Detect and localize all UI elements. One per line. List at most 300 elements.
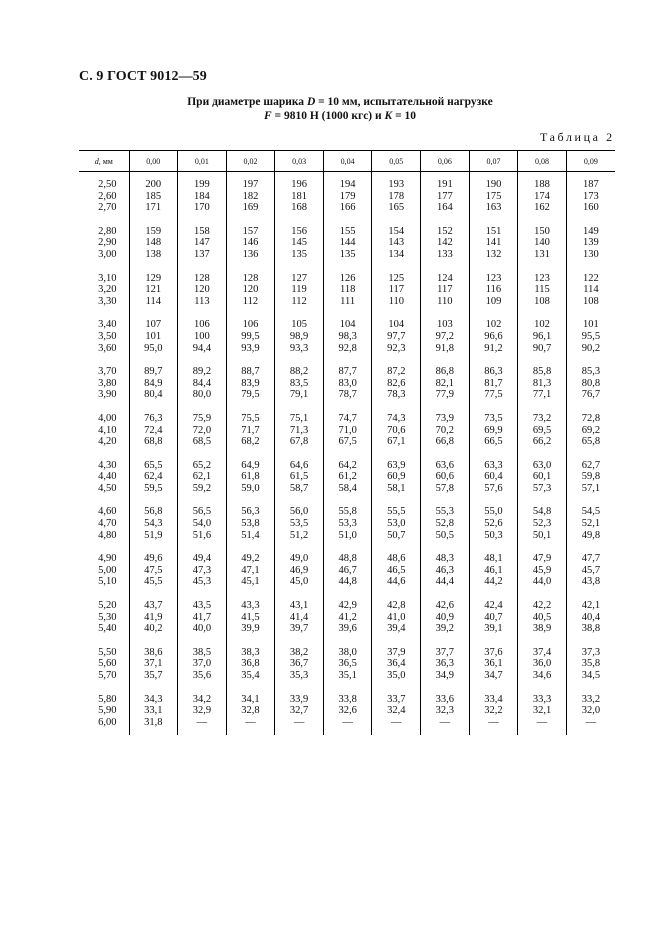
hardness-cell: 61,5 [275,471,324,483]
hardness-cell: 38,3 [226,647,275,659]
hardness-cell: 113 [178,296,227,308]
hardness-cell: 173 [583,190,599,202]
spacer-cell [226,214,275,226]
hardness-cell: 185 [129,191,178,203]
hardness-cell: 62,7 [581,459,601,471]
hardness-cell: 84,9 [129,378,178,390]
hardness-cell: — [469,717,518,729]
hardness-cell: 68,5 [178,436,227,448]
spacer-cell [518,261,567,273]
hardness-cell: 88,7 [226,366,275,378]
spacer-cell [226,354,275,366]
spacer-cell [226,307,275,319]
table-row [79,237,615,249]
hardness-cell: 72,4 [129,425,178,437]
hardness-cell: 35,1 [323,670,372,682]
hardness-cell: 159 [129,226,178,238]
spacer-cell [566,354,615,366]
column-header: 0,06 [421,151,470,172]
hardness-cell: 108 [583,295,599,307]
hardness-cell: 60,6 [421,471,470,483]
hardness-cell: 56,3 [226,506,275,518]
spacer-cell [275,401,324,413]
hardness-cell: 44,4 [421,576,470,588]
hardness-cell: 165 [372,202,421,214]
hardness-cell: 34,2 [178,694,227,706]
column-header: 0,09 [566,151,615,172]
column-header: 0,05 [372,151,421,172]
hardness-cell: 164 [421,202,470,214]
hardness-cell: 87,7 [323,366,372,378]
hardness-cell: 117 [372,284,421,296]
hardness-cell: 61,2 [323,471,372,483]
table-row [79,296,615,308]
diameter-cell: 3,90 [79,389,129,401]
hardness-cell: 33,2 [581,693,601,705]
hardness-cell: 35,4 [226,670,275,682]
spacer-cell [323,682,372,694]
hardness-cell: 42,4 [469,600,518,612]
hardness-cell: 124 [421,273,470,285]
table-row [79,389,615,401]
hardness-cell: 111 [323,296,372,308]
spacer-cell [372,401,421,413]
hardness-cell: 34,9 [421,670,470,682]
table-row [79,553,615,565]
spacer-cell [469,541,518,553]
hardness-cell: 44,2 [469,576,518,588]
spacer-cell [226,635,275,647]
hardness-cell: 83,0 [323,378,372,390]
spacer-cell [469,635,518,647]
hardness-cell: 47,7 [581,553,601,565]
diameter-cell: 5,00 [79,565,129,577]
hardness-cell: 60,9 [372,471,421,483]
spacer-cell [226,588,275,600]
spacer-cell [79,261,129,273]
hardness-cell: 128 [178,273,227,285]
diameter-cell: 2,60 [79,191,129,203]
hardness-cell: 169 [226,202,275,214]
hardness-cell: 54,0 [178,518,227,530]
hardness-cell: 55,0 [469,506,518,518]
hardness-cell: 39,1 [469,623,518,635]
column-header: 0,02 [226,151,275,172]
hardness-cell: 44,0 [518,576,567,588]
diameter-cell: 4,60 [79,506,129,518]
group-spacer [79,588,615,600]
hardness-cell: 52,6 [469,518,518,530]
spacer-cell [469,588,518,600]
group-spacer [79,541,615,553]
group-spacer [79,682,615,694]
diameter-cell: 2,70 [79,202,129,214]
spacer-cell [79,354,129,366]
hardness-cell: 36,5 [323,658,372,670]
spacer-cell [372,354,421,366]
spacer-cell [275,307,324,319]
hardness-cell: 32,9 [178,705,227,717]
spacer-cell [226,728,275,735]
hardness-cell: 102 [469,319,518,331]
spacer-cell [518,214,567,226]
hardness-cell: 44,6 [372,576,421,588]
hardness-cell: 60,4 [469,471,518,483]
hardness-cell: 51,4 [226,530,275,542]
hardness-cell: 58,1 [372,483,421,495]
spacer-cell [518,354,567,366]
hardness-cell: 36,1 [469,658,518,670]
table-row [79,600,615,612]
spacer-cell [79,635,129,647]
diameter-cell: 4,70 [79,518,129,530]
spacer-cell [469,494,518,506]
hardness-cell: 37,0 [178,658,227,670]
hardness-cell: 140 [518,237,567,249]
caption-line-2: F = 9810 Н (1000 кгс) и K = 10 [263,110,417,122]
hardness-cell: 33,9 [275,694,324,706]
spacer-cell [79,307,129,319]
hardness-cell: 121 [129,284,178,296]
hardness-cell: 51,0 [323,530,372,542]
hardness-cell: 152 [421,226,470,238]
hardness-cell: 49,6 [129,553,178,565]
group-spacer [79,494,615,506]
hardness-cell: 50,7 [372,530,421,542]
hardness-cell: 49,0 [275,553,324,565]
spacer-cell [469,172,518,180]
hardness-cell: 42,1 [581,600,601,612]
spacer-cell [323,261,372,273]
hardness-cell: 147 [178,237,227,249]
hardness-cell: 65,2 [178,460,227,472]
hardness-cell: — [275,717,324,729]
hardness-cell: 101 [583,319,599,331]
hardness-cell: 95,0 [129,343,178,355]
hardness-cell: 88,2 [275,366,324,378]
hardness-cell: 73,9 [421,413,470,425]
hardness-cell: 37,1 [129,658,178,670]
column-header: 0,01 [178,151,227,172]
hardness-cell: 110 [421,296,470,308]
hardness-cell: 36,0 [518,658,567,670]
hardness-cell: 105 [275,319,324,331]
hardness-cell: 67,8 [275,436,324,448]
spacer-cell [275,588,324,600]
hardness-cell: 97,2 [421,331,470,343]
hardness-cell: 42,9 [323,600,372,612]
spacer-cell [79,401,129,413]
hardness-cell: 34,3 [129,694,178,706]
spacer-cell [469,214,518,226]
group-spacer [79,172,615,180]
hardness-table [79,150,615,735]
table-row [79,565,615,577]
spacer-cell [226,494,275,506]
spacer-cell [275,354,324,366]
table-row [79,284,615,296]
hardness-cell: 166 [323,202,372,214]
hardness-cell: 95,5 [581,330,601,342]
hardness-cell: 117 [421,284,470,296]
diameter-cell: 5,90 [79,705,129,717]
hardness-cell: 32,2 [469,705,518,717]
spacer-cell [566,541,615,553]
hardness-cell: 130 [583,248,599,260]
spacer-cell [372,172,421,180]
hardness-cell: 98,3 [323,331,372,343]
table-row [79,319,615,331]
diameter-cell: 4,20 [79,436,129,448]
spacer-cell [518,682,567,694]
hardness-cell: 47,1 [226,565,275,577]
hardness-cell: 76,7 [581,389,601,401]
table-row [79,647,615,659]
hardness-cell: 49,4 [178,553,227,565]
hardness-cell: 37,6 [469,647,518,659]
spacer-cell [518,728,567,735]
hardness-cell: 47,3 [178,565,227,577]
hardness-cell: 114 [583,284,599,296]
hardness-cell: 52,8 [421,518,470,530]
hardness-cell: 53,3 [323,518,372,530]
hardness-cell: 34,6 [518,670,567,682]
hardness-cell: 45,0 [275,576,324,588]
hardness-cell: 98,9 [275,331,324,343]
column-header: 0,07 [469,151,518,172]
hardness-cell: 112 [275,296,324,308]
spacer-cell [421,307,470,319]
hardness-cell: 123 [469,273,518,285]
spacer-cell [469,728,518,735]
hardness-cell: 40,9 [421,612,470,624]
hardness-cell: 58,7 [275,483,324,495]
spacer-cell [421,588,470,600]
hardness-cell: 175 [469,191,518,203]
diameter-cell: 4,10 [79,425,129,437]
hardness-cell: 50,5 [421,530,470,542]
hardness-cell: 197 [226,179,275,191]
spacer-cell [79,214,129,226]
hardness-cell: 77,9 [421,389,470,401]
hardness-cell: 92,8 [323,343,372,355]
spacer-cell [226,682,275,694]
table-row [79,460,615,472]
hardness-cell: 40,4 [581,611,601,623]
hardness-cell: 188 [518,179,567,191]
group-spacer [79,448,615,460]
spacer-cell [372,541,421,553]
table-header-row [79,151,615,172]
table-row [79,249,615,261]
spacer-cell [178,172,227,180]
diameter-cell: 5,10 [79,576,129,588]
diameter-cell: 5,20 [79,600,129,612]
diameter-cell: 3,30 [79,296,129,308]
spacer-cell [421,354,470,366]
hardness-cell: 47,9 [518,553,567,565]
hardness-cell: 38,0 [323,647,372,659]
hardness-cell: 41,0 [372,612,421,624]
spacer-cell [275,214,324,226]
diameter-cell: 5,30 [79,612,129,624]
spacer-cell [129,588,178,600]
spacer-cell [518,635,567,647]
hardness-cell: 196 [275,179,324,191]
spacer-cell [129,682,178,694]
hardness-cell: 174 [518,191,567,203]
hardness-cell: 67,1 [372,436,421,448]
hardness-cell: 65,8 [581,436,601,448]
hardness-cell: 40,2 [129,623,178,635]
group-spacer [79,307,615,319]
hardness-cell: 190 [469,179,518,191]
spacer-cell [178,261,227,273]
hardness-cell: 68,8 [129,436,178,448]
spacer-cell [566,401,615,413]
hardness-cell: 149 [583,225,599,237]
hardness-cell: 199 [178,179,227,191]
diameter-cell: 4,50 [79,483,129,495]
hardness-cell: 103 [421,319,470,331]
hardness-cell: 135 [275,249,324,261]
spacer-cell [323,728,372,735]
hardness-cell: 168 [275,202,324,214]
hardness-cell: 108 [518,296,567,308]
hardness-cell: 43,1 [275,600,324,612]
hardness-cell: 155 [323,226,372,238]
hardness-cell: 48,1 [469,553,518,565]
hardness-cell: 116 [469,284,518,296]
diameter-cell: 3,60 [79,343,129,355]
hardness-cell: 90,7 [518,343,567,355]
diameter-cell: 3,00 [79,249,129,261]
hardness-cell: 77,1 [518,389,567,401]
spacer-cell [79,448,129,460]
diameter-cell: 5,40 [79,623,129,635]
spacer-cell [178,214,227,226]
hardness-cell: 54,5 [581,506,601,518]
hardness-cell: 42,2 [518,600,567,612]
diameter-cell: 3,70 [79,366,129,378]
spacer-cell [323,494,372,506]
hardness-cell: 90,2 [581,342,601,354]
hardness-cell: 34,7 [469,670,518,682]
hardness-cell: 37,7 [421,647,470,659]
hardness-cell: 181 [275,191,324,203]
hardness-cell: 73,2 [518,413,567,425]
hardness-cell: 39,9 [226,623,275,635]
hardness-cell: 112 [226,296,275,308]
hardness-cell: 35,8 [581,658,601,670]
hardness-cell: 151 [469,226,518,238]
hardness-cell: 59,0 [226,483,275,495]
spacer-cell [566,214,615,226]
hardness-cell: 33,1 [129,705,178,717]
spacer-cell [566,448,615,460]
hardness-cell: 160 [583,202,599,214]
spacer-cell [323,635,372,647]
hardness-cell: 34,1 [226,694,275,706]
spacer-cell [275,728,324,735]
hardness-cell: 38,6 [129,647,178,659]
hardness-cell: 33,7 [372,694,421,706]
hardness-cell: 104 [323,319,372,331]
hardness-cell: 94,4 [178,343,227,355]
hardness-cell: 134 [372,249,421,261]
spacer-cell [421,261,470,273]
hardness-cell: 81,3 [518,378,567,390]
column-header: 0,00 [129,151,178,172]
spacer-cell [275,448,324,460]
hardness-cell: 64,9 [226,460,275,472]
hardness-cell: 55,8 [323,506,372,518]
hardness-cell: 35,3 [275,670,324,682]
hardness-cell: 80,8 [581,377,601,389]
hardness-cell: 71,0 [323,425,372,437]
spacer-cell [178,588,227,600]
hardness-cell: 63,0 [518,460,567,472]
hardness-cell: 200 [129,179,178,191]
hardness-cell: 77,5 [469,389,518,401]
spacer-cell [129,401,178,413]
hardness-cell: 37,9 [372,647,421,659]
hardness-cell: 184 [178,191,227,203]
spacer-cell [421,214,470,226]
hardness-cell: 58,4 [323,483,372,495]
hardness-cell: 41,4 [275,612,324,624]
spacer-cell [79,172,129,180]
hardness-cell: 67,5 [323,436,372,448]
spacer-cell [566,261,615,273]
hardness-cell: — [372,717,421,729]
hardness-cell: 99,5 [226,331,275,343]
hardness-cell: 46,1 [469,565,518,577]
table-body [79,172,615,736]
table-row [79,273,615,285]
hardness-cell: 122 [583,272,599,284]
column-header: 0,08 [518,151,567,172]
hardness-cell: 45,3 [178,576,227,588]
hardness-cell: 64,6 [275,460,324,472]
spacer-cell [226,172,275,180]
table-row [79,694,615,706]
group-spacer [79,261,615,273]
hardness-cell: 100 [178,331,227,343]
hardness-cell: 45,7 [581,564,601,576]
diameter-cell: 2,50 [79,179,129,191]
spacer-cell [421,448,470,460]
hardness-cell: 60,1 [518,471,567,483]
hardness-cell: 139 [583,237,599,249]
spacer-cell [421,682,470,694]
spacer-cell [518,172,567,180]
hardness-cell: 178 [372,191,421,203]
hardness-cell: 138 [129,249,178,261]
hardness-cell: 82,1 [421,378,470,390]
diameter-cell: 3,50 [79,331,129,343]
hardness-cell: 62,1 [178,471,227,483]
table-row [79,425,615,437]
hardness-cell: 118 [323,284,372,296]
table-row [79,343,615,355]
group-spacer [79,354,615,366]
spacer-cell [323,541,372,553]
spacer-cell [518,494,567,506]
caption-line-1: При диаметре шарика D = 10 мм, испытательной нагрузке [187,96,493,108]
table-row [79,471,615,483]
hardness-cell: — [178,717,227,729]
